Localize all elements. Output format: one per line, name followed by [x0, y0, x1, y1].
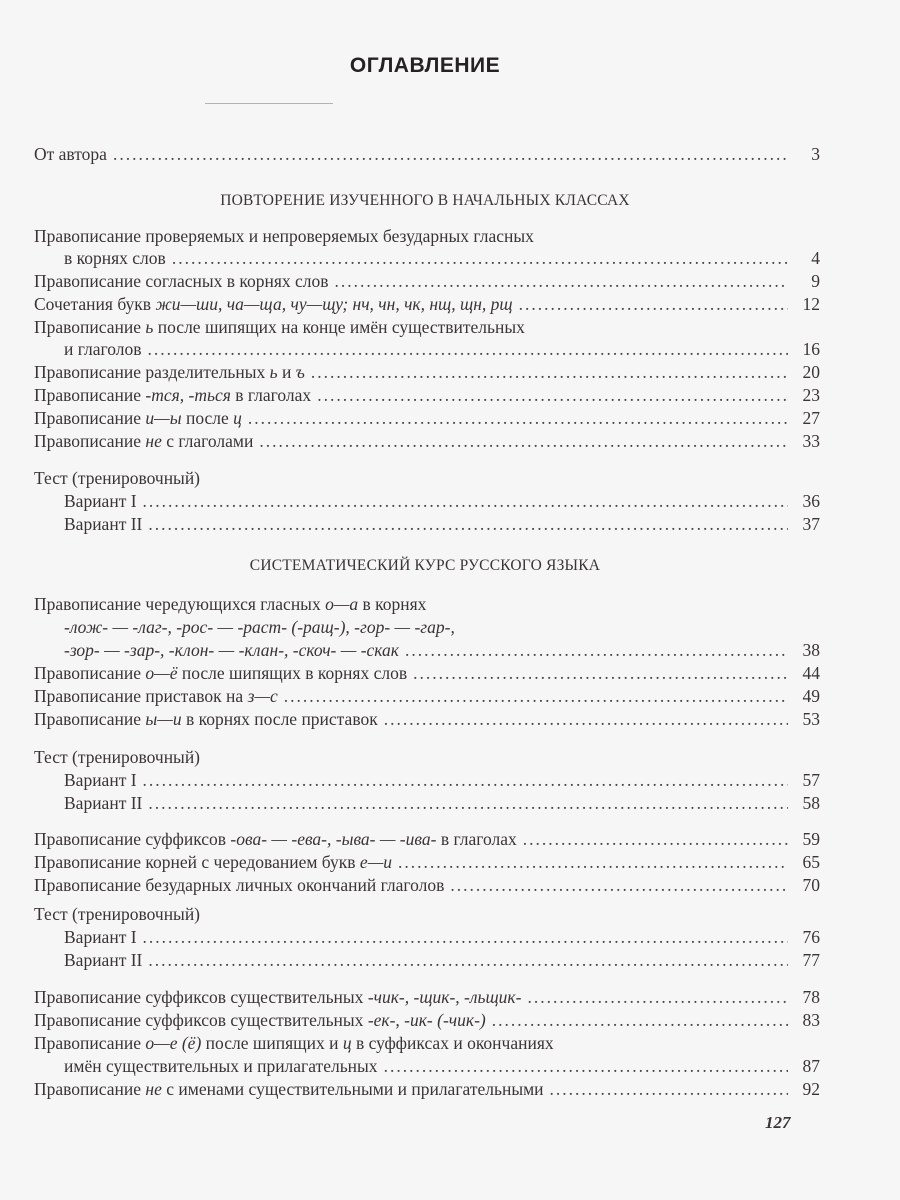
entry-page: 44 — [802, 663, 820, 683]
dot-leader — [248, 407, 788, 429]
toc-entry[interactable] — [34, 1009, 820, 1031]
toc-entry-variant[interactable] — [64, 490, 820, 512]
entry-label: Вариант II — [64, 514, 143, 534]
entry-label: и глаголов — [64, 339, 142, 359]
toc-entry-variant[interactable] — [64, 926, 820, 948]
entry-page: 83 — [802, 1010, 820, 1030]
dot-leader — [311, 361, 788, 383]
dot-leader — [523, 828, 788, 850]
entry-label: Правописание о—е (ё) после шипящих и ц в суффиксах и окончаниях — [34, 1033, 554, 1053]
dot-leader — [450, 874, 788, 896]
toc-entry[interactable] — [34, 662, 820, 684]
entry-label: Вариант I — [64, 770, 137, 790]
toc-entry-variant[interactable] — [64, 949, 820, 971]
toc-entry[interactable] — [34, 685, 820, 707]
toc-entry[interactable] — [34, 361, 820, 383]
toc-entry[interactable] — [34, 851, 820, 873]
page-title: ОГЛАВЛЕНИЕ — [349, 54, 501, 77]
toc-entry[interactable] — [34, 1078, 820, 1100]
entry-label: Правописание суффиксов существительных -ек-, -ик- (-чик-) — [34, 1010, 486, 1030]
entry-label: Правописание согласных в корнях слов — [34, 271, 329, 291]
entry-label: Правописание корней с чередованием букв е—и — [34, 852, 392, 872]
entry-page: 4 — [811, 248, 820, 268]
entry-label: имён существительных и прилагательных — [64, 1056, 378, 1076]
entry-label: Тест (тренировочный) — [34, 904, 201, 924]
entry-page: 87 — [802, 1056, 820, 1076]
title-divider — [205, 103, 333, 104]
entry-page: 16 — [802, 339, 820, 359]
toc-entry[interactable] — [34, 407, 820, 429]
entry-page: 36 — [802, 491, 820, 511]
entry-page: 70 — [802, 875, 820, 895]
toc-entry[interactable] — [34, 986, 820, 1008]
entry-label: Правописание о—ё после шипящих в корнях слов — [34, 663, 408, 683]
toc-entry-variant[interactable] — [64, 792, 820, 814]
entry-label: Вариант I — [64, 927, 137, 947]
entry-label: в корнях слов — [64, 248, 166, 268]
toc-entry[interactable] — [34, 384, 820, 406]
entry-label: Тест (тренировочный) — [34, 747, 201, 767]
entry-page: 23 — [802, 385, 820, 405]
entry-page: 20 — [802, 362, 820, 382]
dot-leader — [384, 708, 788, 730]
dot-leader — [335, 270, 788, 292]
toc-test-heading[interactable] — [34, 746, 820, 768]
entry-label: -зор- — -зар-, -клон- — -клан-, -скоч- — -скак — [64, 640, 399, 660]
toc-entry[interactable] — [34, 828, 820, 850]
entry-page: 33 — [802, 431, 820, 451]
dot-leader — [527, 986, 788, 1008]
toc-entry[interactable] — [34, 1032, 820, 1054]
dot-leader — [550, 1078, 788, 1100]
toc-entry[interactable] — [34, 225, 820, 247]
entry-label: Правописание ь после шипящих на конце имён существительных — [34, 317, 525, 337]
entry-page: 53 — [802, 709, 820, 729]
entry-page: 27 — [802, 408, 820, 428]
dot-leader — [284, 685, 788, 707]
toc-entry-cont[interactable] — [64, 247, 820, 269]
toc-entry[interactable] — [34, 293, 820, 315]
toc-entry[interactable] — [34, 708, 820, 730]
entry-label: Правописание не с глаголами — [34, 431, 254, 451]
entry-label: Правописание суффиксов существительных -чик-, -щик-, -льщик- — [34, 987, 522, 1007]
toc-test-heading[interactable] — [34, 467, 820, 489]
toc-test-heading[interactable] — [34, 903, 820, 925]
toc-entry-cont[interactable] — [64, 1055, 820, 1077]
dot-leader — [492, 1009, 788, 1031]
entry-label: Тест (тренировочный) — [34, 468, 201, 488]
toc-entry[interactable] — [34, 270, 820, 292]
entry-label: Правописание и—ы после ц — [34, 408, 242, 428]
dot-leader — [259, 430, 788, 452]
entry-label: Вариант II — [64, 950, 143, 970]
dot-leader — [172, 247, 788, 269]
toc-entry-variant[interactable] — [64, 513, 820, 535]
toc-entry-variant[interactable] — [64, 769, 820, 791]
entry-label: Правописание суффиксов -ова- — -ева-, -ыва- — -ива- в глаголах — [34, 829, 517, 849]
entry-label: Сочетания букв жи—ши, ча—ща, чу—щу; нч, чн, чк, нщ, щн, рщ — [34, 294, 513, 314]
dot-leader — [405, 639, 788, 661]
entry-page: 77 — [802, 950, 820, 970]
dot-leader — [143, 926, 788, 948]
toc-entry[interactable] — [34, 593, 820, 615]
toc-entry-cont[interactable] — [64, 616, 820, 638]
entry-page: 9 — [811, 271, 820, 291]
dot-leader — [143, 769, 788, 791]
entry-page: 58 — [802, 793, 820, 813]
entry-page: 3 — [811, 144, 820, 164]
entry-page: 37 — [802, 514, 820, 534]
section-heading-review: ПОВТОРЕНИЕ ИЗУЧЕННОГО В НАЧАЛЬНЫХ КЛАССАХ — [220, 192, 630, 209]
dot-leader — [413, 662, 788, 684]
toc-entry[interactable] — [34, 874, 820, 896]
entry-label: Правописание проверяемых и непроверяемых безударных гласных — [34, 226, 534, 246]
toc-entry-intro[interactable] — [34, 143, 820, 165]
entry-page: 78 — [802, 987, 820, 1007]
entry-page: 59 — [802, 829, 820, 849]
entry-page: 38 — [802, 640, 820, 660]
entry-label: -лож- — -лаг-, -рос- — -раст- (-ращ-), -гор- — -гар-, — [64, 617, 455, 637]
entry-label: Правописание не с именами существительными и прилагательными — [34, 1079, 544, 1099]
entry-page: 49 — [802, 686, 820, 706]
toc-entry-cont[interactable] — [64, 338, 820, 360]
entry-label: От автора — [34, 144, 107, 164]
entry-label: Правописание чередующихся гласных о—а в корнях — [34, 594, 427, 614]
dot-leader — [317, 384, 788, 406]
dot-leader — [113, 143, 788, 165]
dot-leader — [143, 490, 788, 512]
entry-page: 65 — [802, 852, 820, 872]
entry-label: Вариант II — [64, 793, 143, 813]
dot-leader — [384, 1055, 788, 1077]
toc-entry[interactable] — [34, 316, 820, 338]
dot-leader — [148, 792, 788, 814]
entry-label: Правописание разделительных ь и ъ — [34, 362, 305, 382]
entry-page: 57 — [802, 770, 820, 790]
dot-leader — [398, 851, 788, 873]
entry-label: Правописание приставок на з—с — [34, 686, 278, 706]
section-heading-systematic: СИСТЕМАТИЧЕСКИЙ КУРС РУССКОГО ЯЗЫКА — [249, 557, 601, 574]
dot-leader — [148, 513, 788, 535]
entry-label: Правописание безударных личных окончаний глаголов — [34, 875, 445, 895]
entry-page: 92 — [802, 1079, 820, 1099]
dot-leader — [148, 949, 788, 971]
entry-page: 12 — [802, 294, 820, 314]
entry-label: Вариант I — [64, 491, 137, 511]
entry-label: Правописание ы—и в корнях после приставок — [34, 709, 378, 729]
dot-leader — [148, 338, 788, 360]
entry-page: 76 — [802, 927, 820, 947]
page-number: 127 — [765, 1113, 791, 1132]
entry-label: Правописание -тся, -ться в глаголах — [34, 385, 312, 405]
toc-entry-cont[interactable] — [64, 639, 820, 661]
toc-entry[interactable] — [34, 430, 820, 452]
dot-leader — [519, 293, 788, 315]
